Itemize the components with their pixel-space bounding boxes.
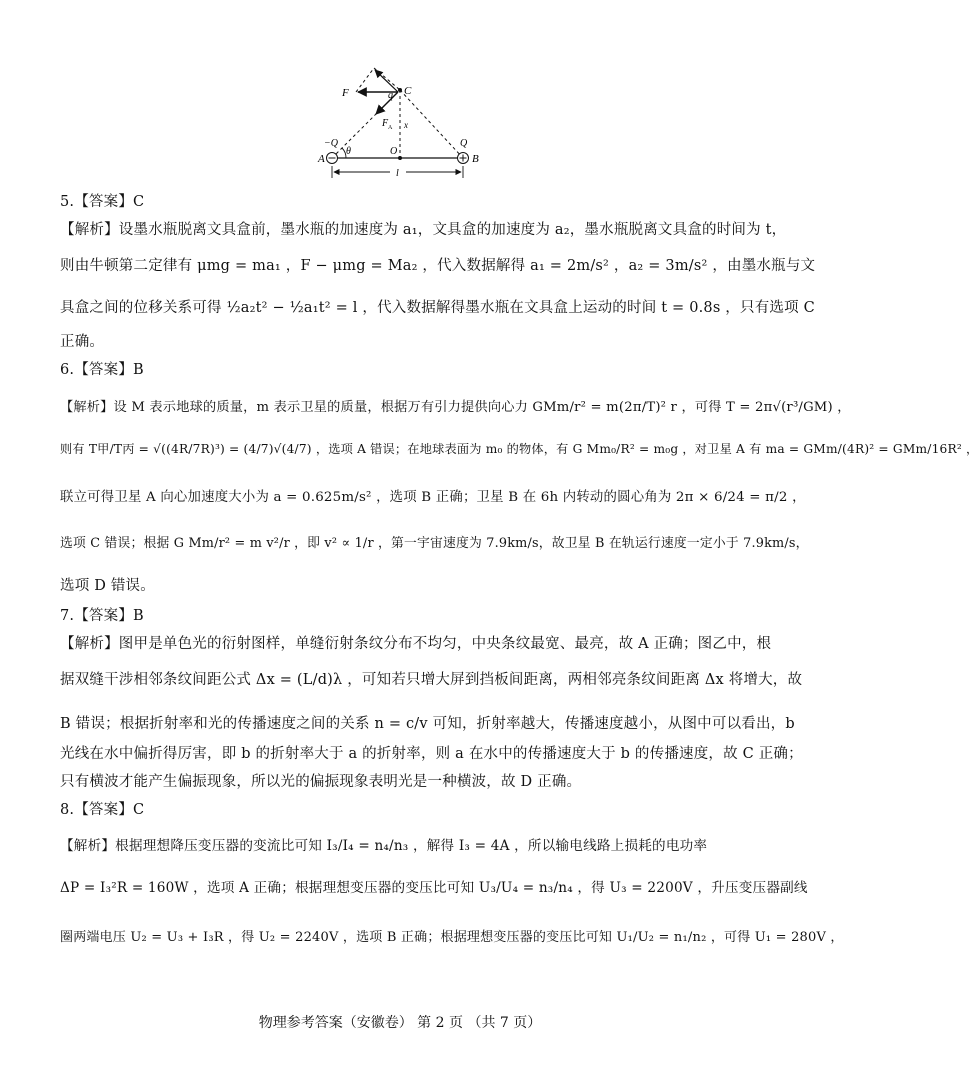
force-diagram xyxy=(300,60,520,185)
dashed-parallelogram-1 xyxy=(356,68,374,92)
label-b: B xyxy=(472,153,479,165)
label-f: F xyxy=(342,87,349,99)
force-fa-arrow xyxy=(376,92,398,114)
q7-line-5: 只有横波才能产生偏振现象，所以光的偏振现象表明光是一种横波，故 D 正确。 xyxy=(60,774,582,790)
label-fa-sub: A xyxy=(388,125,393,131)
dashed-parallelogram-2 xyxy=(374,68,400,90)
q5-line-2: 则由牛顿第二定律有 μmg = ma₁ ，F − μmg = Ma₂ ，代入数据解得 a₁ = 2m/s² ，a₂ = 3m/s² ，由墨水瓶与文 xyxy=(60,258,816,274)
q7-answer: 7.【答案】B xyxy=(60,608,144,624)
point-c xyxy=(398,88,402,92)
dashed-line-cb xyxy=(400,90,463,158)
q6-answer: 6.【答案】B xyxy=(60,362,144,378)
q5-line-3: 具盒之间的位移关系可得 ½a₂t² − ½a₁t² = l ，代入数据解得墨水瓶在文具盒上运动的时间 t = 0.8s ，只有选项 C xyxy=(60,300,815,316)
q7-line-2: 据双缝干涉相邻条纹间距公式 Δx = (L/d)λ ，可知若只增大屏到挡板间距离，两相邻亮条纹间距离 Δx 将增大，故 xyxy=(60,672,803,688)
q8-line-3: 圈两端电压 U₂ = U₃ + I₃R ，得 U₂ = 2240V ，选项 B 正确；根据理想变压器的变压比可知 U₁/U₂ = n₁/n₂ ，可得 U₁ = 280V ， xyxy=(60,930,844,945)
label-minus-q: −Q xyxy=(324,138,338,149)
q5-answer: 5.【答案】C xyxy=(60,194,145,210)
q6-line-5: 选项 D 错误。 xyxy=(60,578,155,594)
label-l: l xyxy=(396,168,399,179)
q7-line-4: 光线在水中偏折得厉害，即 b 的折射率大于 a 的折射率，则 a 在水中的传播速度大于 b 的传播速度，故 C 正确； xyxy=(60,746,803,762)
label-fa: F xyxy=(382,118,389,129)
q7-line-1: 【解析】图甲是单色光的衍射图样，单缝衍射条纹分布不均匀，中央条纹最宽、最亮，故 A 正确；图乙中，根 xyxy=(60,636,772,652)
page-footer: 物理参考答案（安徽卷） 第 2 页 （共 7 页） xyxy=(258,1015,542,1031)
label-q-right: Q xyxy=(460,138,468,149)
label-x: x xyxy=(404,120,408,130)
label-o: O xyxy=(390,146,398,157)
q5-line-4: 正确。 xyxy=(60,334,105,350)
label-theta: θ xyxy=(346,146,351,157)
q8-line-2: ΔP = I₃²R = 160W ，选项 A 正确；根据理想变压器的变压比可知 U₃/U₄ = n₃/n₄ ，得 U₃ = 2200V ，升压变压器副线 xyxy=(60,880,808,896)
q7-line-3: B 错误；根据折射率和光的传播速度之间的关系 n = c/v 可知，折射率越大，传播速度越小，从图中可以看出，b xyxy=(60,716,795,732)
force-up-arrow xyxy=(375,70,398,92)
point-o xyxy=(398,156,402,160)
q6-line-1: 【解析】设 M 表示地球的质量，m 表示卫星的质量，根据万有引力提供向心力 GMm/r² = m(2π/T)² r ，可得 T = 2π√(r³/GM) ， xyxy=(60,400,851,415)
q5-line-1: 【解析】设墨水瓶脱离文具盒前，墨水瓶的加速度为 a₁，文具盒的加速度为 a₂，墨水瓶脱离文具盒的时间为 t， xyxy=(60,222,787,238)
q8-answer: 8.【答案】C xyxy=(60,802,145,818)
label-q: q xyxy=(388,90,393,101)
q8-line-1: 【解析】根据理想降压变压器的变流比可知 I₃/I₄ = n₄/n₃ ，解得 I₃ = 4A ，所以输电线路上损耗的电功率 xyxy=(60,838,708,854)
q6-line-4: 选项 C 错误；根据 G Mm/r² = m v²/r ，即 v² ∝ 1/r ，第一宇宙速度为 7.9km/s，故卫星 B 在轨运行速度一定小于 7.9km/s， xyxy=(60,536,809,551)
q6-line-2: 则有 T甲/T丙 = √((4R/7R)³) = (4/7)√(4/7) ，选项 A 错误；在地球表面为 m₀ 的物体，有 G Mm₀/R² = m₀g ，对卫星 A 有 ma = GMm/(4R)² = GMm/16R² ， xyxy=(60,442,978,456)
q6-line-3: 联立可得卫星 A 向心加速度大小为 a = 0.625m/s² ，选项 B 正确；卫星 B 在 6h 内转动的圆心角为 2π × 6/24 = π/2 ， xyxy=(60,490,806,505)
label-a: A xyxy=(318,153,325,165)
label-c: C xyxy=(404,85,412,97)
